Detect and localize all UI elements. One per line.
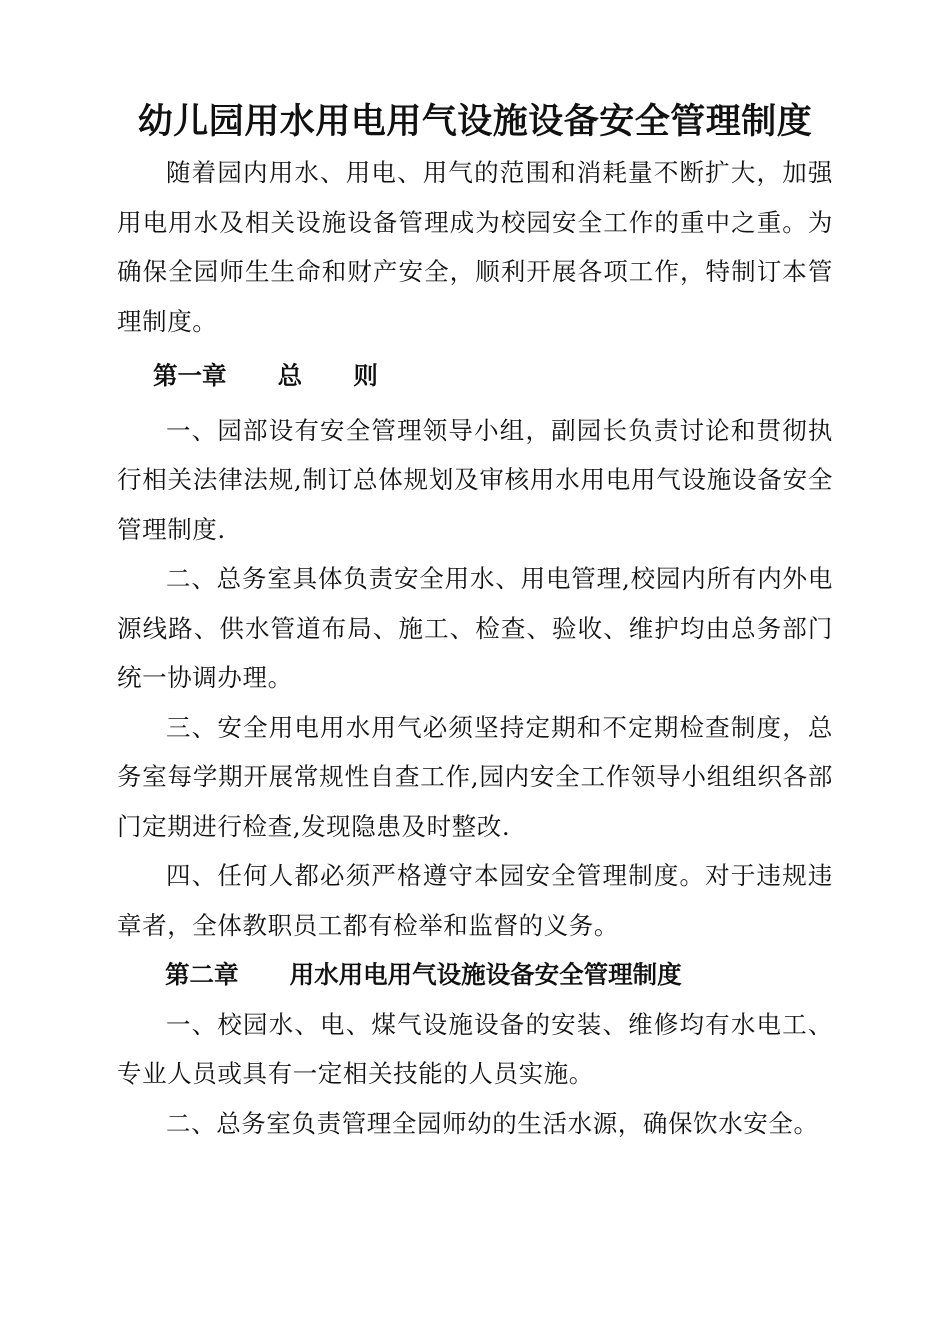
chapter-2-item-1: 一、校园水、电、煤气设施设备的安装、维修均有水电工、专业人员或具有一定相关技能的人员实施。 <box>117 1009 833 1088</box>
chapter-2-item-2: 二、总务室负责管理全园师幼的生活水源，确保饮水安全。 <box>166 1108 819 1138</box>
chapter-1-item-2: 二、总务室具体负责安全用水、用电管理,校园内所有内外电源线路、供水管道布局、施工、检查、验收、维护均由总务部门统一协调办理。 <box>117 564 833 692</box>
chapter-1-item-1: 一、园部设有安全管理领导小组，副园长负责讨论和贯彻执行相关法律法规,制订总体规划及审核用水用电用气设施设备安全管理制度. <box>117 415 833 544</box>
chapter-1-item-3: 三、安全用电用水用气必须坚持定期和不定期检查制度，总务室每学期开展常规性自查工作,园内安全工作领导小组组织各部门定期进行检查,发现隐患及时整改. <box>117 712 833 841</box>
document-page <box>117 96 833 1148</box>
chapter-1-heading: 第一章 总 则 <box>153 361 378 390</box>
chapter-2-heading: 第二章 用水用电用气设施设备安全管理制度 <box>165 960 682 989</box>
chapter-1-item-4: 四、任何人都必须严格遵守本园安全管理制度。对于违规违章者，全体教职员工都有检举和监督的义务。 <box>117 861 833 940</box>
document-title: 幼儿园用水用电用气设施设备安全管理制度 <box>137 102 813 142</box>
intro-paragraph: 随着园内用水、用电、用气的范围和消耗量不断扩大，加强用电用水及相关设施设备管理成为校园安全工作的重中之重。为确保全园师生生命和财产安全，顺利开展各项工作，特制订本管理制度。 <box>117 158 833 336</box>
